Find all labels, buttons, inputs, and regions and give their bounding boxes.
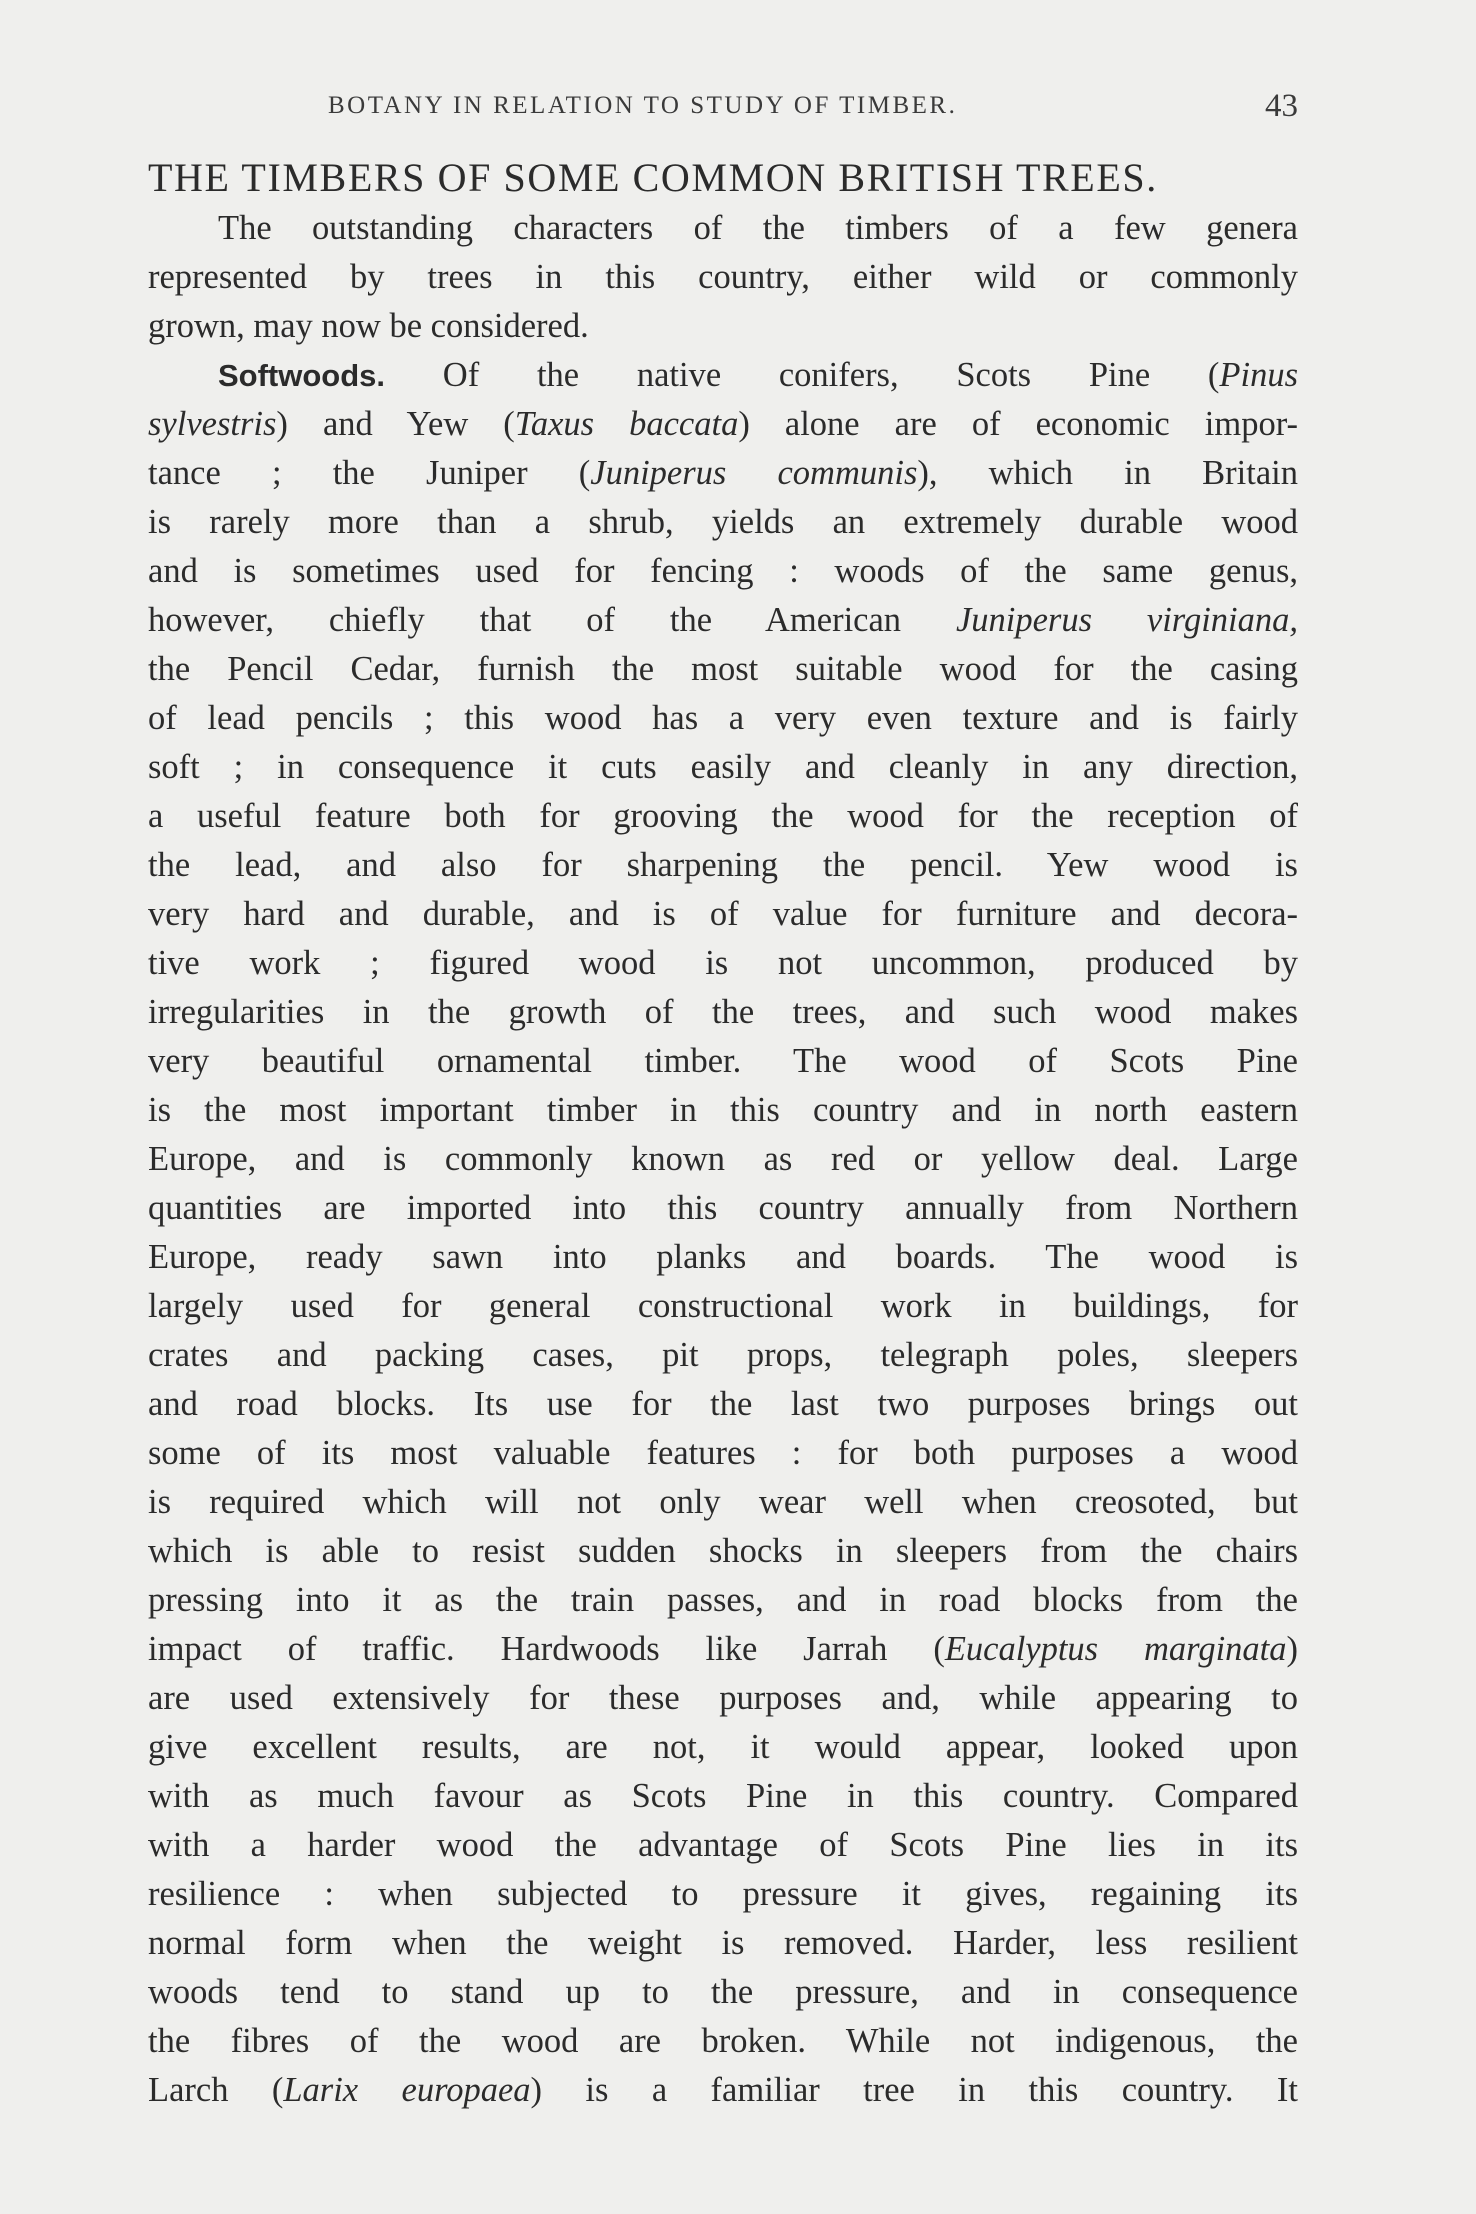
text-line: The outstanding characters of the timbers of a few genera [218,209,1298,247]
text-line: Softwoods. Of the native conifers, Scots Pine (Pinus [218,356,1299,394]
text-line: some of its most valuable features : for both purposes a wood [148,1434,1298,1472]
text-line: largely used for general constructional work in buildings, for [148,1287,1298,1325]
text-line: Europe, and is commonly known as red or yellow deal. Large [148,1140,1298,1178]
text-line: Europe, ready sawn into planks and boards. The wood is [148,1238,1298,1276]
text-line: are used extensively for these purposes and, while appearing to [148,1679,1298,1717]
text-line: tance ; the Juniper (Juniperus communis), which in Britain [148,454,1298,492]
text-line: crates and packing cases, pit props, telegraph poles, sleepers [148,1336,1298,1374]
running-head [148,88,1298,140]
text-line: of lead pencils ; this wood has a very even texture and is fairly [148,699,1298,737]
running-title: BOTANY IN RELATION TO STUDY OF TIMBER. [328,92,958,119]
text-line: Larch (Larix europaea) is a familiar tree in this country. It [148,2071,1298,2109]
text-line: normal form when the weight is removed. Harder, less resilient [148,1924,1298,1962]
text-line: a useful feature both for grooving the wood for the reception of [148,797,1298,835]
text-line: give excellent results, are not, it would appear, looked upon [148,1728,1298,1766]
text-line: however, chiefly that of the American Juniperus virginiana, [148,601,1298,639]
text-line: is the most important timber in this country and in north eastern [148,1091,1298,1129]
text-line: soft ; in consequence it cuts easily and cleanly in any direction, [148,748,1298,786]
text-line: pressing into it as the train passes, and in road blocks from the [148,1581,1298,1619]
text-line: woods tend to stand up to the pressure, and in consequence [148,1973,1298,2011]
text-line: and road blocks. Its use for the last two purposes brings out [148,1385,1298,1423]
text-line: tive work ; figured wood is not uncommon, produced by [148,944,1298,982]
body-text [148,204,1298,2115]
text-line: and is sometimes used for fencing : woods of the same genus, [148,552,1298,590]
text-line: is rarely more than a shrub, yields an extremely durable wood [148,503,1298,541]
text-line: very hard and durable, and is of value for furniture and decora- [148,895,1298,933]
book-page [148,88,1298,2168]
text-line: represented by trees in this country, either wild or commonly [148,258,1298,296]
text-line: resilience : when subjected to pressure it gives, regaining its [148,1875,1298,1913]
text-line: the Pencil Cedar, furnish the most suitable wood for the casing [148,650,1298,688]
text-line: very beautiful ornamental timber. The wood of Scots Pine [148,1042,1298,1080]
text-line: is required which will not only wear well when creosoted, but [148,1483,1298,1521]
text-line: sylvestris) and Yew (Taxus baccata) alone are of economic impor- [148,405,1298,443]
section-heading: THE TIMBERS OF SOME COMMON BRITISH TREES. [148,155,1158,200]
text-line: impact of traffic. Hardwoods like Jarrah (Eucalyptus marginata) [148,1630,1298,1668]
softwoods-label: Softwoods. [218,358,386,393]
page-number: 43 [1265,88,1298,124]
text-line: with a harder wood the advantage of Scots Pine lies in its [148,1826,1298,1864]
text-line: grown, may now be considered. [148,307,589,345]
text-line: the lead, and also for sharpening the pencil. Yew wood is [148,846,1298,884]
text-line: irregularities in the growth of the trees, and such wood makes [148,993,1298,1031]
text-line: the fibres of the wood are broken. While not indigenous, the [148,2022,1298,2060]
text-line: which is able to resist sudden shocks in sleepers from the chairs [148,1532,1298,1570]
text-line: quantities are imported into this country annually from Northern [148,1189,1298,1227]
text-line: with as much favour as Scots Pine in this country. Compared [148,1777,1298,1815]
